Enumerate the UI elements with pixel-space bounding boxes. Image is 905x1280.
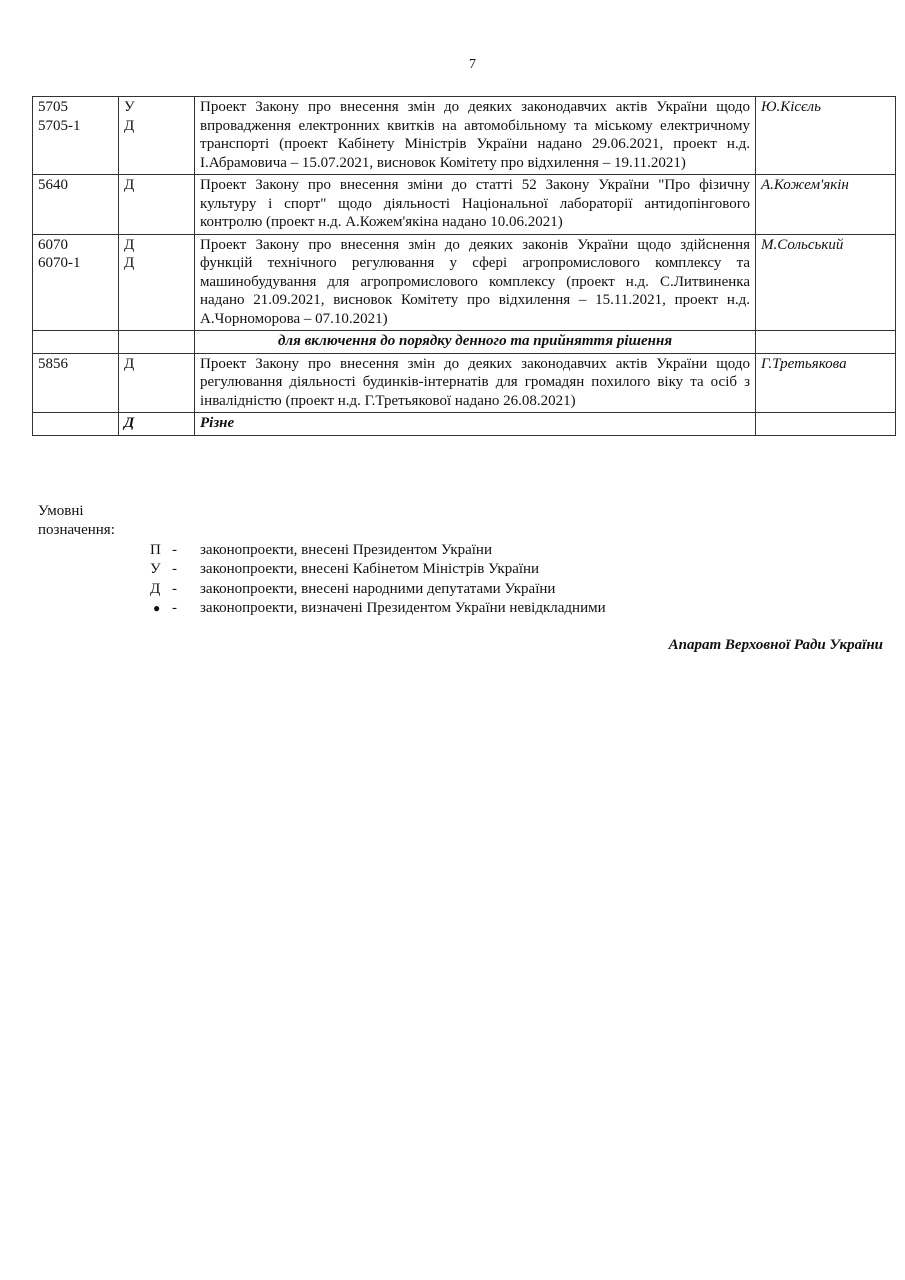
bill-numbers (33, 234, 119, 331)
bill-number: 5705 (38, 99, 68, 115)
misc-label: Різне (195, 413, 756, 436)
legend-text: законопроекти, внесені народними депутатами України (200, 580, 556, 597)
legend-item (150, 541, 606, 560)
bill-author: Г.Третьякова (756, 353, 896, 413)
bill-number: 5856 (38, 355, 68, 372)
table-row (33, 97, 896, 175)
bill-type: Д (124, 355, 135, 372)
bill-number: 5705-1 (38, 117, 81, 134)
bill-type: Д (124, 255, 135, 271)
legend-dash: - (172, 542, 177, 558)
table-row (33, 353, 896, 413)
bill-type: Д (124, 117, 135, 134)
legend-title: Умовні позначення: (38, 503, 115, 538)
legend-dash: - (172, 580, 177, 597)
table-row (33, 175, 896, 235)
legend-text: законопроекти, внесені Президентом України (200, 542, 492, 558)
section-heading-row (33, 331, 896, 354)
legend-text: законопроекти, внесені Кабінетом Міністрів України (200, 561, 540, 578)
bill-description: Проект Закону про внесення змін до деяких законів України щодо здійснення функцій технічного регулювання у сфері агропромислового комплексу та машинобудування для агропромислового комплексу (проект н.д. С.Литвиненка надано 21.09.2021, висновок Комітету про відхилення – 15.11.2021, проект н.д. А.Чорноморова – 07.10.2021) (195, 234, 756, 331)
bill-description: Проект Закону про внесення змін до деяких законодавчих актів України щодо регулювання діяльності будинків-інтернатів для громадян похилого віку та осіб з інвалідністю (проект н.д. Г.Третьякової надано 26.08.2021) (195, 353, 756, 413)
legend-symbol: П (150, 542, 161, 558)
bill-author: А.Кожем'якін (756, 175, 896, 235)
bill-types (119, 234, 195, 331)
misc-row (33, 413, 896, 436)
bill-types (119, 97, 195, 175)
bill-type: Д (124, 236, 135, 253)
bill-type: У (124, 99, 135, 115)
empty-cell (119, 331, 195, 354)
empty-cell (756, 331, 896, 354)
bullet-icon: ● (153, 600, 161, 615)
empty-cell (33, 413, 119, 436)
legend-dash: - (172, 599, 177, 616)
table-row (33, 234, 896, 331)
bill-number: 6070-1 (38, 255, 81, 271)
legend-item (150, 580, 606, 599)
legend-item (150, 560, 606, 579)
legend-symbol: У (150, 561, 161, 578)
section-heading: для включення до порядку денного та прийняття рішення (195, 331, 756, 354)
bill-number: 6070 (38, 236, 68, 253)
bill-numbers (33, 97, 119, 175)
bill-description: Проект Закону про внесення зміни до статті 52 Закону України "Про фізичну культуру і спорт" щодо діяльності Національної лабораторії антидопінгового контролю (проект н.д. А.Кожем'якіна надано 10.06.2021) (195, 175, 756, 235)
signature: Апарат Верховної Ради України (668, 637, 883, 653)
bill-author: М.Сольський (756, 234, 896, 331)
bill-number: 5640 (38, 177, 68, 193)
bill-type: Д (124, 177, 135, 193)
bill-numbers (33, 175, 119, 235)
legend-dash: - (172, 561, 177, 578)
empty-cell (756, 413, 896, 436)
bill-author: Ю.Кісєль (756, 97, 896, 175)
legend-symbol: Д (150, 580, 161, 597)
bill-description: Проект Закону про внесення змін до деяких законодавчих актів України щодо впровадження електронних квитків на автомобільному та міському електричному транспорті (проект Кабінету Міністрів України надано 29.06.2021, проект н.д. І.Абрамовича – 15.07.2021, висновок Комітету про відхилення – 19.11.2021) (195, 97, 756, 175)
bill-types (119, 175, 195, 235)
legend-text: законопроекти, визначені Президентом України невідкладними (200, 599, 606, 616)
bill-numbers (33, 353, 119, 413)
legend-items (150, 541, 606, 618)
page-number: 7 (469, 57, 476, 72)
legend-item (150, 599, 606, 618)
misc-type: Д (119, 413, 195, 436)
agenda-table (32, 96, 896, 436)
bill-types (119, 353, 195, 413)
legend (38, 502, 138, 540)
empty-cell (33, 331, 119, 354)
